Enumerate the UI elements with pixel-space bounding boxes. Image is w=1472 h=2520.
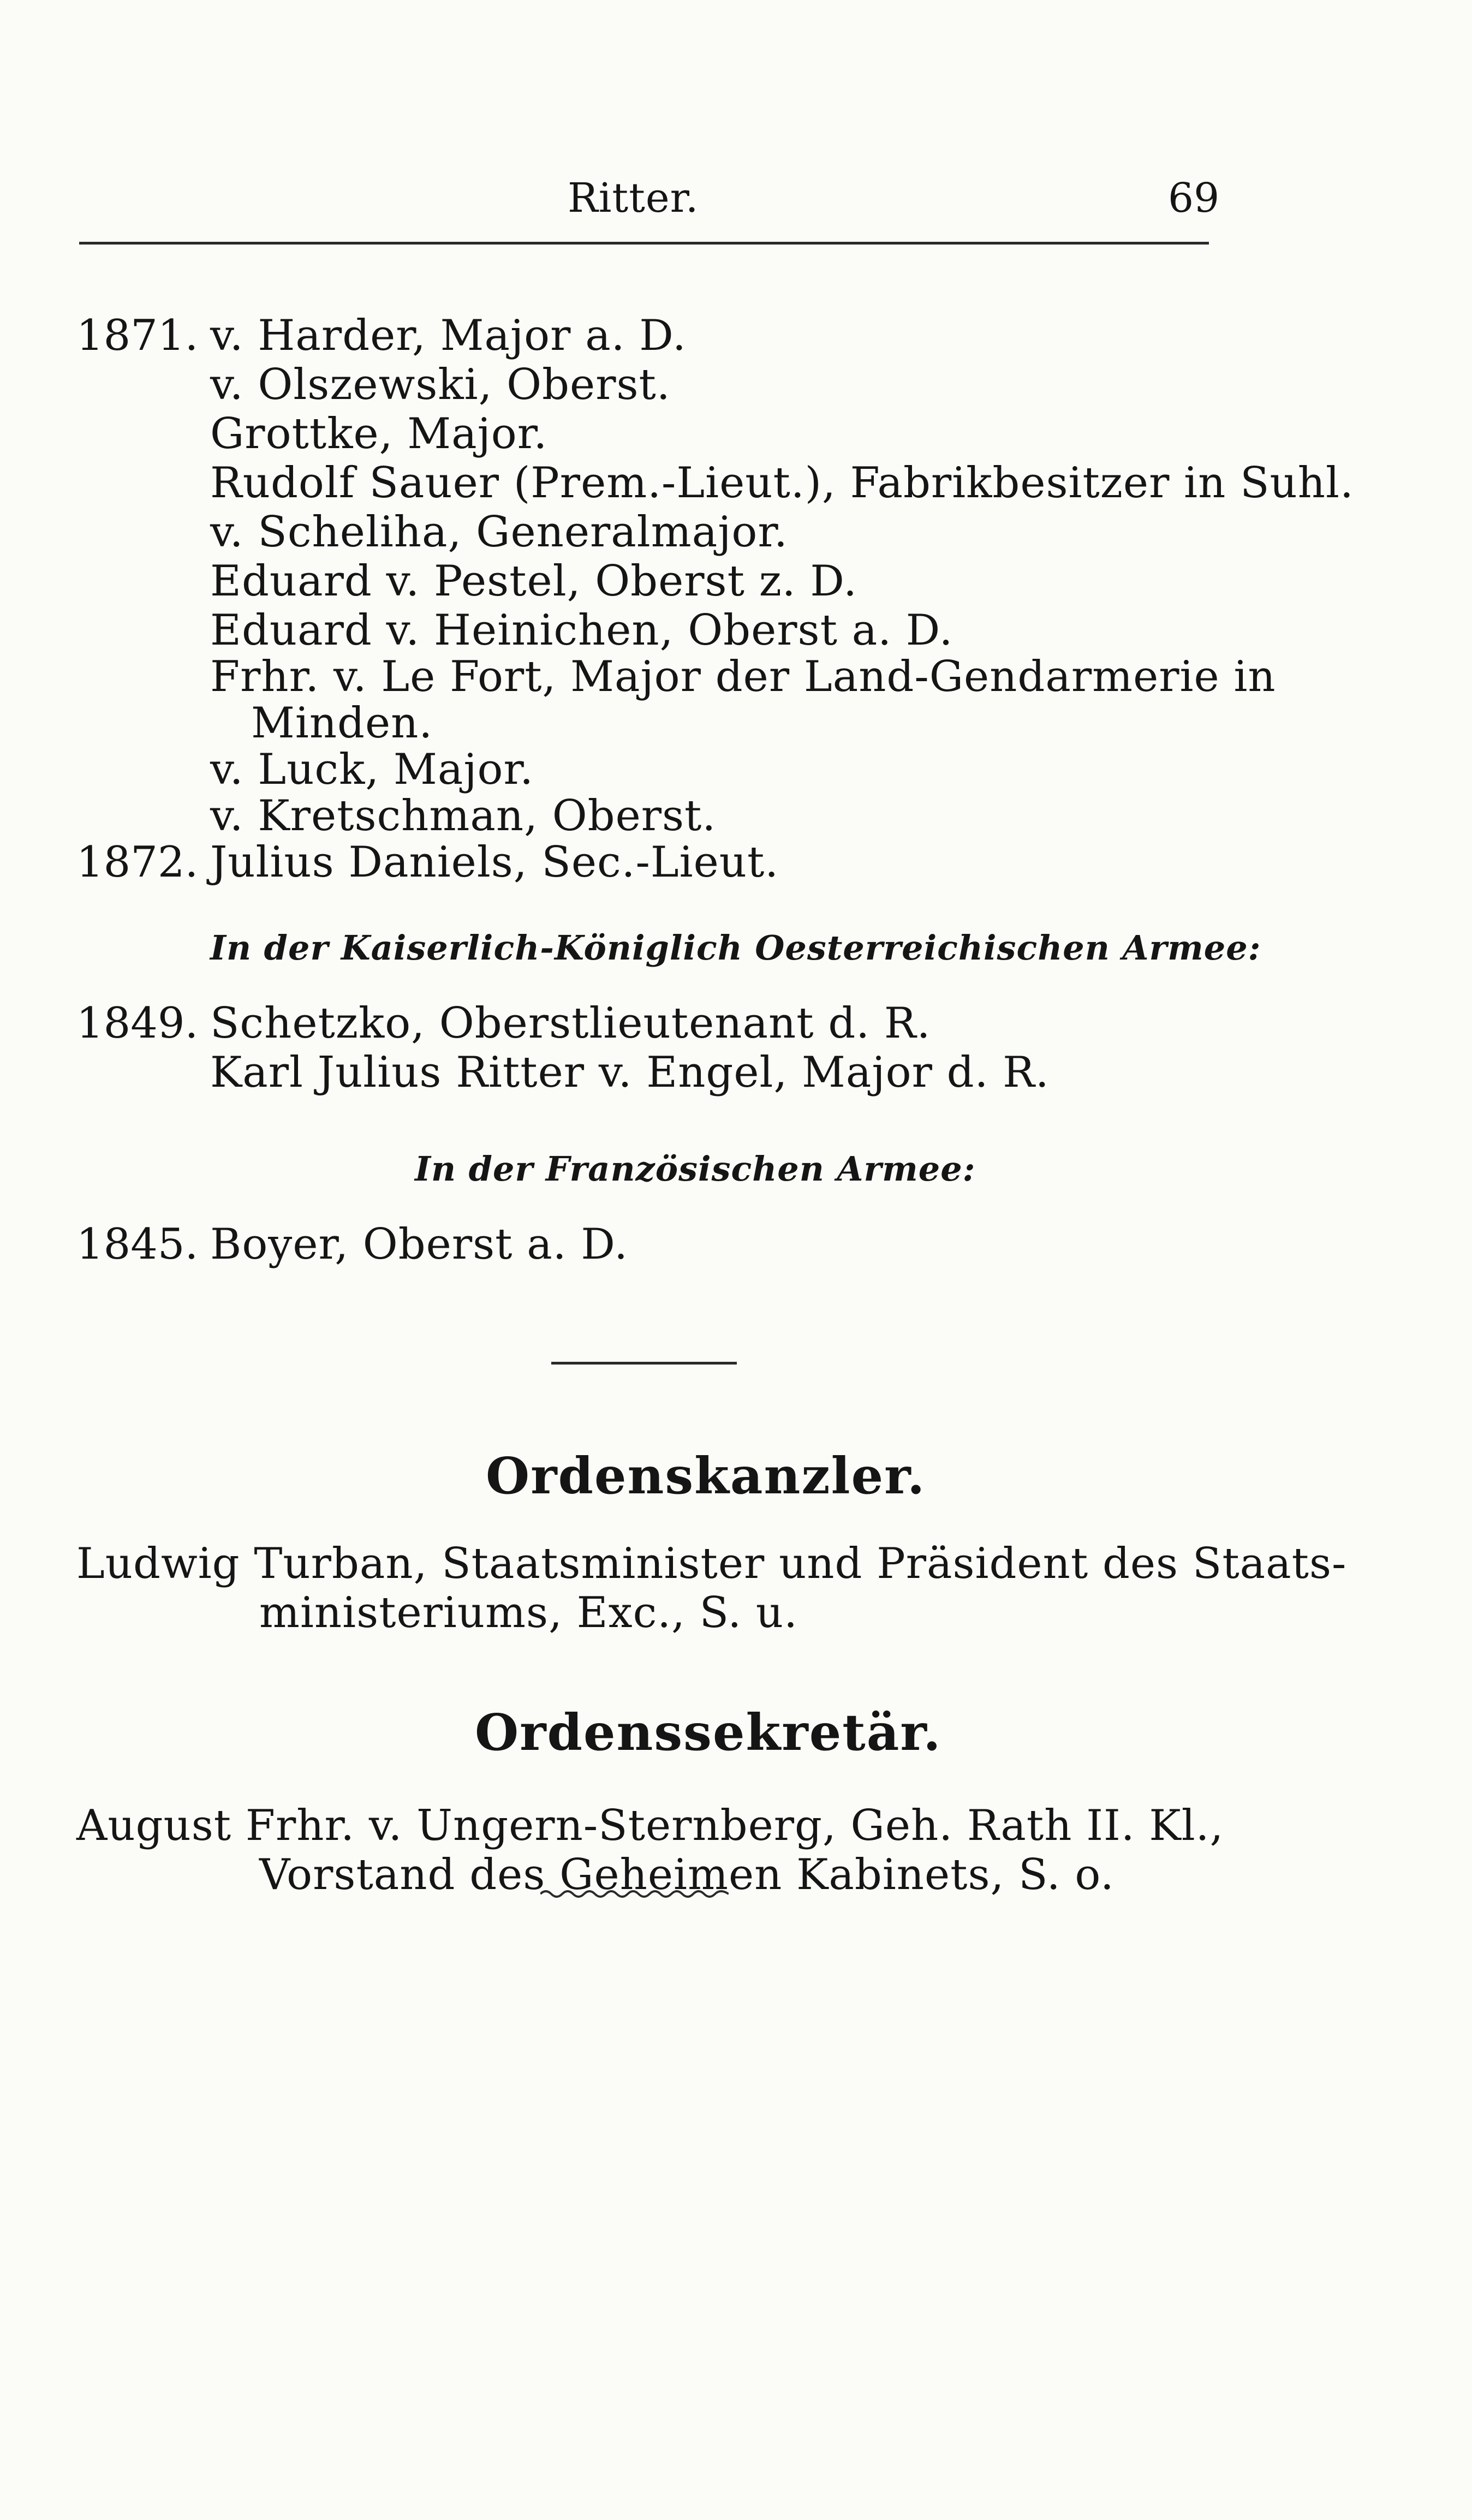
section-heading-austrian-army: In der Kaiserlich-Königlich Oesterreichischen Armee: [210, 928, 1261, 968]
entry-line: v. Scheliha, Generalmajor. [210, 508, 788, 557]
entry-line: v. Luck, Major. [210, 745, 534, 794]
section-title-secretary: Ordenssekretär. [475, 1703, 942, 1762]
chancellor-line-1: Ludwig Turban, Staatsminister und Präsident des Staats- [76, 1539, 1347, 1588]
chancellor-line-2: ministeriums, Exc., S. u. [259, 1588, 798, 1637]
entry-line: Julius Daniels, Sec.-Lieut. [210, 838, 779, 887]
page-number: 69 [1168, 175, 1220, 222]
running-header-title: Ritter. [568, 175, 699, 222]
entry-line: Eduard v. Heinichen, Oberst a. D. [210, 606, 953, 655]
entry-line: Frhr. v. Le Fort, Major der Land-Gendarmerie in [210, 652, 1276, 701]
secretary-line-1: August Frhr. v. Ungern-Sternberg, Geh. Rath II. Kl., [76, 1801, 1224, 1850]
secretary-line-2: Vorstand des Geheimen Kabinets, S. o. [259, 1850, 1115, 1899]
entry-line: Grottke, Major. [210, 409, 548, 458]
entry-line-continued: Minden. [251, 699, 433, 748]
end-ornament [540, 1886, 729, 1902]
year-1871: 1871. [76, 311, 199, 360]
section-heading-french-army: In der Französischen Armee: [415, 1149, 976, 1189]
entry-line: v. Kretschman, Oberst. [210, 791, 717, 841]
year-1872: 1872. [76, 838, 199, 887]
year-1845: 1845. [76, 1220, 199, 1269]
entry-line: v. Harder, Major a. D. [210, 311, 687, 360]
header-rule [79, 242, 1209, 245]
entry-line: Rudolf Sauer (Prem.-Lieut.), Fabrikbesitzer in Suhl. [210, 458, 1354, 508]
section-divider-rule [551, 1362, 737, 1365]
entry-line: v. Olszewski, Oberst. [210, 360, 671, 409]
entry-line: Eduard v. Pestel, Oberst z. D. [210, 557, 857, 606]
year-1849: 1849. [76, 999, 199, 1048]
section-title-chancellor: Ordenskanzler. [486, 1446, 926, 1505]
entry-line: Boyer, Oberst a. D. [210, 1220, 628, 1269]
entry-line: Karl Julius Ritter v. Engel, Major d. R. [210, 1048, 1050, 1097]
entry-line: Schetzko, Oberstlieutenant d. R. [210, 999, 931, 1048]
